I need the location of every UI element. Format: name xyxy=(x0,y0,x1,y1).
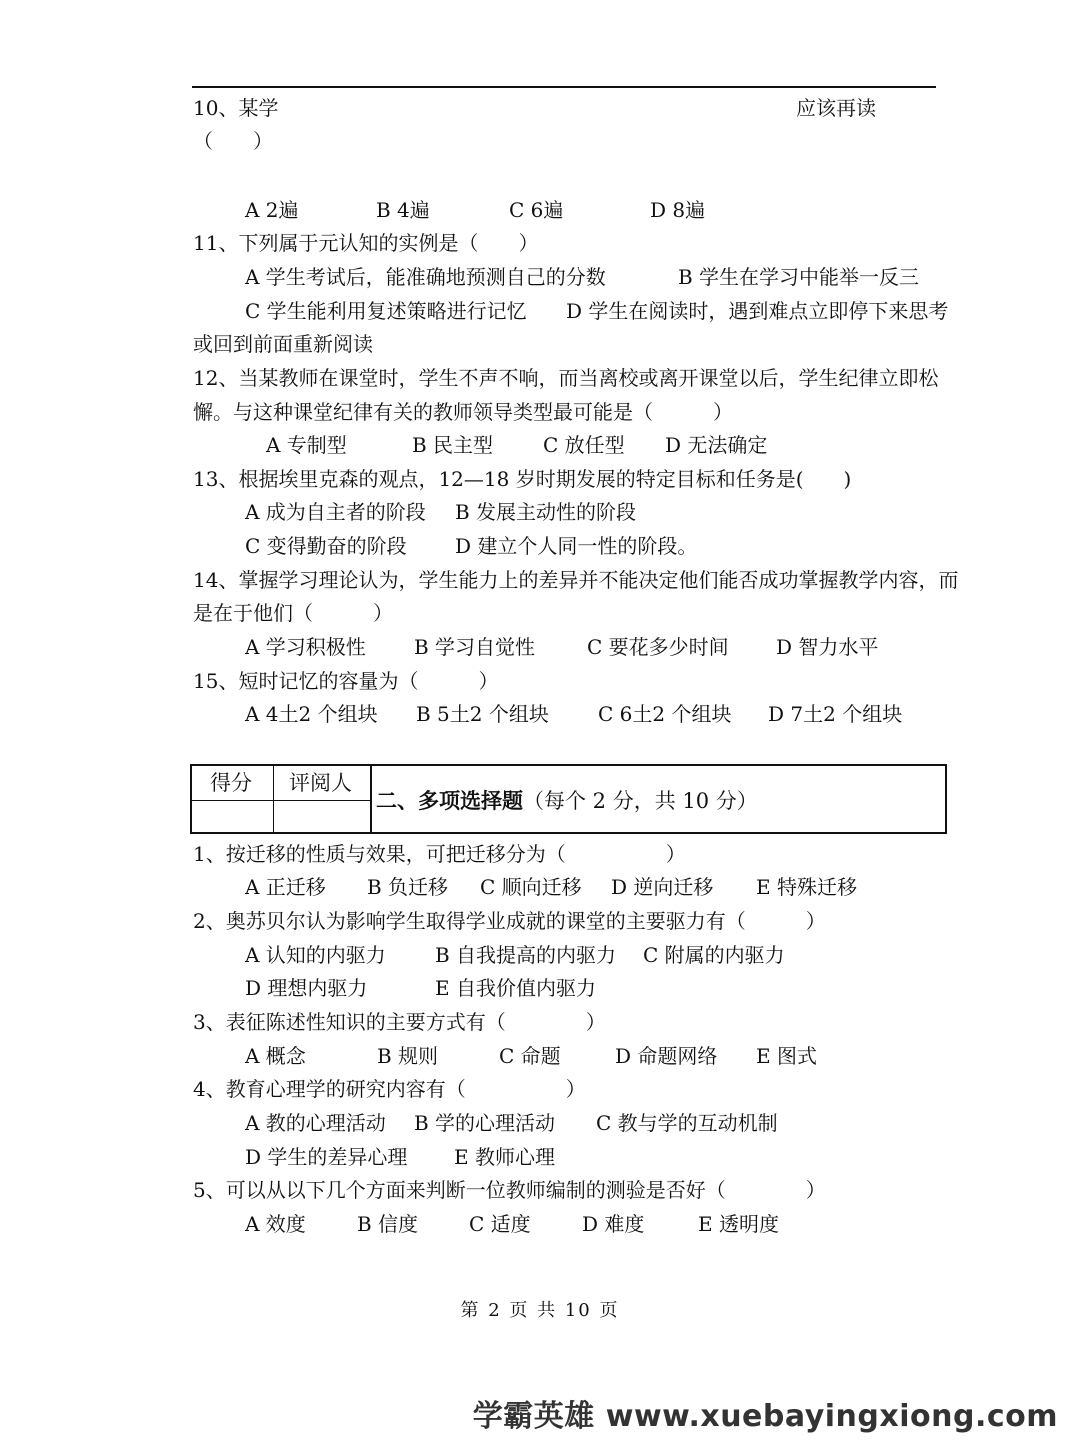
q13-option-d: D 建立个人同一性的阶段。 xyxy=(455,534,698,558)
q11-option-b: B 学生在学习中能举一反三 xyxy=(678,265,920,289)
score-table-divider xyxy=(273,766,274,832)
q10-option-c: C 6遍 xyxy=(509,198,564,222)
q11-option-a: A 学生考试后，能准确地预测自己的分数 xyxy=(245,265,606,289)
q12-stem-line1: 12、当某教师在课堂时，学生不声不响，而当离校或离开课堂以后，学生纪律立即松 xyxy=(193,366,939,390)
q10-stem: 10、某学 xyxy=(193,96,279,120)
mc-q4-option-d: D 学生的差异心理 xyxy=(245,1145,408,1169)
section-title xyxy=(376,786,758,816)
score-label: 得分 xyxy=(210,771,252,795)
score-table xyxy=(190,764,947,834)
q15-option-a: A 4土2 个组块 xyxy=(245,702,378,726)
mc-q2-option-c: C 附属的内驱力 xyxy=(643,943,785,967)
q10-stem-tail: 应该再读 xyxy=(796,96,876,120)
q14-stem-line1: 14、掌握学习理论认为，学生能力上的差异并不能决定他们能否成功掌握教学内容，而 xyxy=(193,568,959,592)
page-number: 第 2 页 共 10 页 xyxy=(460,1300,620,1321)
mc-q3-option-c: C 命题 xyxy=(499,1044,561,1068)
section-note: （每个 2 分，共 10 分） xyxy=(523,789,758,813)
reviewer-label: 评阅人 xyxy=(289,771,352,795)
q14-option-c: C 要花多少时间 xyxy=(587,635,729,659)
mc-q5-option-c: C 适度 xyxy=(469,1212,531,1236)
mc-q2-option-b: B 自我提高的内驱力 xyxy=(435,943,617,967)
mc-q2-option-d: D 理想内驱力 xyxy=(245,976,368,1000)
section-heading: 二、多项选择题 xyxy=(376,788,523,813)
mc-q3-option-a: A 概念 xyxy=(245,1044,306,1068)
mc-q3-option-d: D 命题网络 xyxy=(615,1044,718,1068)
mc-q1-option-d: D 逆向迁移 xyxy=(611,875,714,899)
mc-q5-option-b: B 信度 xyxy=(357,1212,419,1236)
q10-option-b: B 4遍 xyxy=(376,198,430,222)
q14-stem-line2: 是在于他们（ ） xyxy=(193,601,393,625)
q11-stem: 11、下列属于元认知的实例是（ ） xyxy=(193,231,539,255)
mc-q3-option-b: B 规则 xyxy=(377,1044,439,1068)
mc-q1-option-c: C 顺向迁移 xyxy=(480,875,582,899)
q14-option-a: A 学习积极性 xyxy=(245,635,366,659)
q11-option-d-continuation: 或回到前面重新阅读 xyxy=(193,332,373,356)
mc-q1-option-e: E 特殊迁移 xyxy=(756,875,857,899)
q11-option-c: C 学生能利用复述策略进行记忆 xyxy=(245,299,527,323)
q15-option-d: D 7土2 个组块 xyxy=(768,702,903,726)
q13-stem: 13、根据埃里克森的观点，12—18 岁时期发展的特定目标和任务是( ) xyxy=(193,467,852,491)
header-rule xyxy=(192,86,936,88)
mc-q5-option-a: A 效度 xyxy=(245,1212,306,1236)
q14-option-b: B 学习自觉性 xyxy=(414,635,536,659)
q14-option-d: D 智力水平 xyxy=(776,635,879,659)
q13-option-c: C 变得勤奋的阶段 xyxy=(245,534,407,558)
mc-q4-option-e: E 教师心理 xyxy=(454,1145,555,1169)
mc-q4-stem: 4、教育心理学的研究内容有（ ） xyxy=(193,1077,586,1101)
q13-option-a: A 成为自主者的阶段 xyxy=(245,500,426,524)
q12-option-b: B 民主型 xyxy=(412,433,494,457)
mc-q3-option-e: E 图式 xyxy=(756,1044,817,1068)
q15-option-c: C 6土2 个组块 xyxy=(598,702,732,726)
q12-stem-line2: 懈。与这种课堂纪律有关的教师领导类型最可能是（ ） xyxy=(193,400,733,424)
score-table-row-divider xyxy=(192,800,372,801)
q15-option-b: B 5土2 个组块 xyxy=(416,702,549,726)
q11-option-d: D 学生在阅读时，遇到难点立即停下来思考 xyxy=(566,299,949,323)
score-table-divider xyxy=(370,766,372,832)
q10-answer-paren: （ ） xyxy=(193,129,273,153)
q10-option-d: D 8遍 xyxy=(650,198,706,222)
mc-q5-option-e: E 透明度 xyxy=(698,1212,779,1236)
mc-q5-option-d: D 难度 xyxy=(582,1212,645,1236)
q10-option-a: A 2遍 xyxy=(245,198,299,222)
mc-q4-option-a: A 教的心理活动 xyxy=(245,1111,386,1135)
mc-q2-stem: 2、奥苏贝尔认为影响学生取得学业成就的课堂的主要驱力有（ ） xyxy=(193,909,826,933)
q15-stem: 15、短时记忆的容量为（ ） xyxy=(193,669,499,693)
mc-q4-option-c: C 教与学的互动机制 xyxy=(596,1111,778,1135)
mc-q1-option-b: B 负迁移 xyxy=(367,875,449,899)
mc-q1-stem: 1、按迁移的性质与效果，可把迁移分为（ ） xyxy=(193,842,686,866)
mc-q2-option-a: A 认知的内驱力 xyxy=(245,943,386,967)
mc-q2-option-e: E 自我价值内驱力 xyxy=(435,976,596,1000)
q13-option-b: B 发展主动性的阶段 xyxy=(455,500,637,524)
mc-q1-option-a: A 正迁移 xyxy=(245,875,326,899)
site-watermark: 学霸英雄 www.xuebayingxiong.com xyxy=(472,1399,1058,1434)
mc-q4-option-b: B 学的心理活动 xyxy=(414,1111,556,1135)
mc-q5-stem: 5、可以从以下几个方面来判断一位教师编制的测验是否好（ ） xyxy=(193,1178,826,1202)
q12-option-d: D 无法确定 xyxy=(665,433,768,457)
q12-option-a: A 专制型 xyxy=(266,433,347,457)
mc-q3-stem: 3、表征陈述性知识的主要方式有（ ） xyxy=(193,1010,606,1034)
q12-option-c: C 放任型 xyxy=(543,433,625,457)
